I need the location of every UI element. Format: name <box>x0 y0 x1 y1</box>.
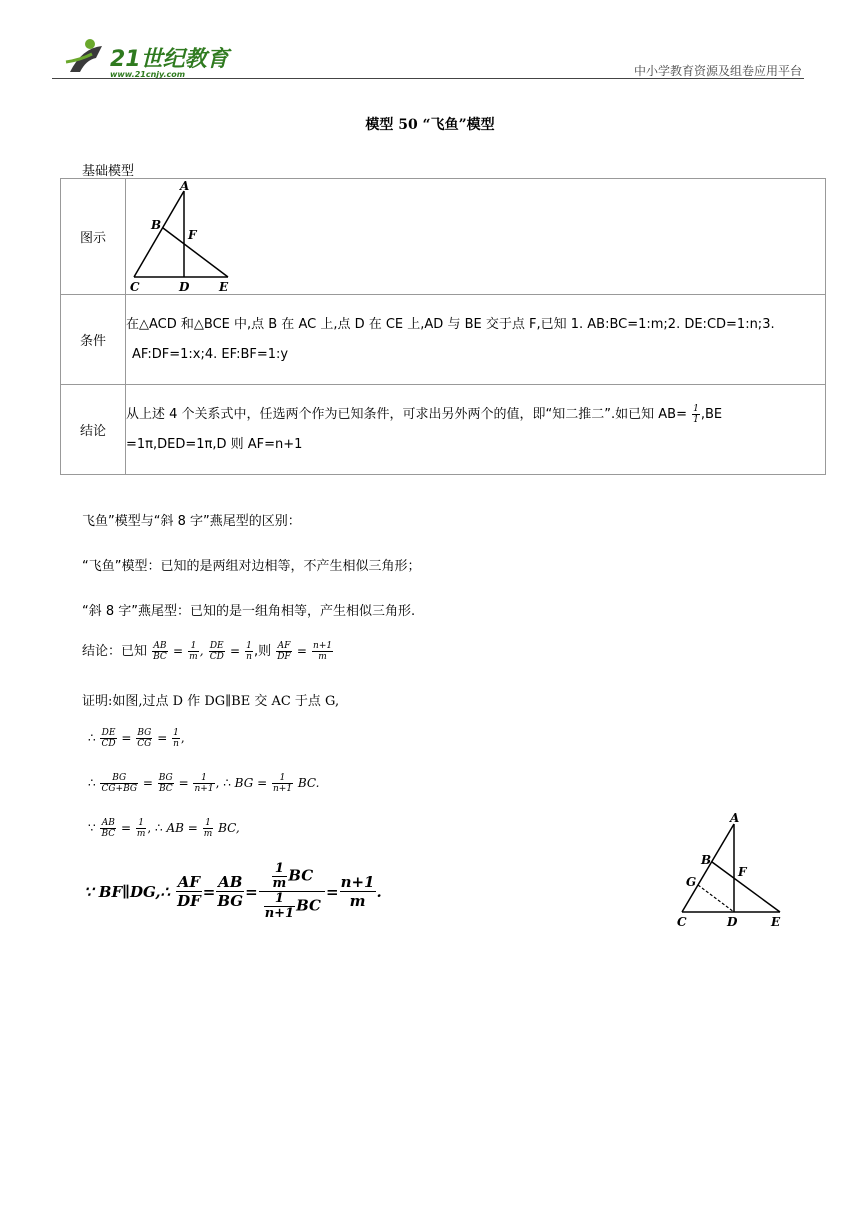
para-difference: 飞鱼”模型与“斜 8 字”燕尾型的区别： <box>82 514 301 529</box>
num: AB <box>153 641 167 651</box>
label-F: F <box>738 865 747 879</box>
den: n+1 <box>264 906 295 921</box>
num: AF <box>277 641 291 651</box>
den: m <box>272 876 287 891</box>
den: DF <box>177 892 201 910</box>
label-D: D <box>179 279 190 293</box>
num: 1 <box>136 818 147 829</box>
frac-1-n1 <box>193 773 214 794</box>
den: m <box>189 652 198 662</box>
page-title: 模型 50 “飞鱼”模型 <box>365 117 495 133</box>
frac-1-m <box>203 818 214 839</box>
para-proof: 证明:如图,过点 D 作 DG∥BE 交 AC 于点 G, <box>82 694 340 709</box>
model-table <box>60 178 826 475</box>
conditions-line-2: AF:DF=1:x;4. EF:BF=1:y <box>132 346 289 362</box>
logo-url-text: www.21cnjy.com <box>110 70 186 79</box>
compound-den <box>259 892 325 921</box>
eq-sign: = <box>296 644 307 658</box>
den: BC <box>158 784 173 794</box>
label-D: D <box>727 915 738 929</box>
conclusion-fraction <box>692 404 700 425</box>
label-A: A <box>180 180 190 193</box>
den: n+1 <box>194 784 214 794</box>
eq-sign: = <box>229 644 240 658</box>
num: DE <box>209 641 224 651</box>
frac-bg-cg <box>136 728 152 749</box>
section-subtitle: 基础模型 <box>82 164 135 179</box>
frac-ab-bc <box>152 641 168 662</box>
eq-sign: = <box>142 776 153 790</box>
frac-1-n <box>172 728 180 749</box>
conditions-cell <box>126 295 826 385</box>
row-label-conclusion: 结论 <box>61 385 126 475</box>
label-A: A <box>730 811 740 825</box>
therefore-sym: ∴ <box>88 776 96 790</box>
conclusion-line-2: =1π,DED=1π,D 则 AF=n+1 <box>126 436 303 452</box>
den: BC <box>101 829 116 839</box>
num: AF <box>177 873 201 891</box>
num: 1 <box>173 728 179 738</box>
eq-sign: = <box>202 882 216 901</box>
proof-line-3 <box>88 818 240 839</box>
label-E: E <box>219 279 229 293</box>
table-row-conditions <box>61 295 826 385</box>
therefore-sym: , ∴ <box>215 776 231 790</box>
para-slant-8: “斜 8 字”燕尾型：已知的是一组角相等，产生相似三角形. <box>82 604 416 619</box>
comma: , <box>180 731 185 745</box>
eq-sign: = <box>178 776 189 790</box>
den: CG+BG <box>101 784 138 794</box>
eq-sign: = <box>157 731 168 745</box>
label-C: C <box>677 915 687 929</box>
eq-sign: = <box>172 644 184 658</box>
proof-line-4: ∵ BF∥DG,∴ $\frac{AF}{DF}$ = $\frac{AB}{BG}$ = $\frac{1}{m}$ BC $\frac{1}{n+1}$ BC = $\frac{n+1}{m}$ . <box>84 861 382 921</box>
num: DE <box>101 728 116 738</box>
bc-text: BC. <box>297 776 320 790</box>
num: 1 <box>246 641 252 651</box>
label-C: C <box>130 279 140 293</box>
num: AB <box>218 873 243 891</box>
bc-text: BC, <box>218 821 240 835</box>
proof-line-2 <box>88 773 320 794</box>
den: n <box>173 739 179 749</box>
den: CD <box>209 652 224 662</box>
because-bf-dg: ∵ BF∥DG,∴ <box>84 882 171 901</box>
frac-af-df <box>276 641 291 662</box>
label-B: B <box>701 853 712 867</box>
header-divider <box>52 78 804 79</box>
label-E: E <box>771 915 781 929</box>
den: n+1 <box>272 784 293 794</box>
conclusion-text-b: ,BE <box>700 406 723 422</box>
den: BC <box>153 652 167 662</box>
den: CD <box>101 739 116 749</box>
eq-sign: = <box>120 821 132 835</box>
table-row-conclusion <box>61 385 826 475</box>
frac-1-m <box>188 641 199 662</box>
comma: , <box>199 644 204 658</box>
frac-den: 1 <box>693 414 699 425</box>
frac-af-df-big <box>176 873 202 910</box>
frac-num: 1 <box>693 403 699 414</box>
num: 1 <box>203 818 214 829</box>
then-text: ,则 <box>253 644 272 659</box>
conclusion-cell <box>126 385 826 475</box>
num: AB <box>101 818 115 828</box>
eq-sign: = <box>121 731 132 745</box>
num: n+1 <box>340 873 375 891</box>
label-G: G <box>686 875 697 889</box>
ab-eq: AB = <box>166 821 198 835</box>
bc-text: BC <box>288 866 314 885</box>
den: CG <box>137 739 152 749</box>
proof-diagram <box>668 808 792 932</box>
bc-text: BC <box>296 896 321 915</box>
frac-bg-cgbg <box>100 773 138 794</box>
inner-frac-1-n1 <box>264 892 295 921</box>
eq-sign: = <box>326 882 339 901</box>
eq-sign: = <box>245 882 258 901</box>
frac-1-n1 <box>272 773 293 794</box>
label-B: B <box>151 217 162 232</box>
proof-line-1 <box>88 728 185 749</box>
therefore-sym: ∴ <box>88 731 96 745</box>
logo-main-text: 21世纪教育 <box>110 47 229 72</box>
therefore-sym: , ∴ <box>147 821 163 835</box>
bg-eq: BG = <box>234 776 268 790</box>
num: BG <box>100 773 138 784</box>
num: 1 <box>272 773 293 784</box>
compound-num <box>259 862 325 892</box>
frac-ab-bc <box>100 818 116 839</box>
den: DF <box>277 652 291 662</box>
frac-1-n <box>245 641 253 662</box>
conclusion-text-a: 从上述 4 个关系式中，任选两个作为已知条件，可求出另外两个的值，即“知二推二”.如已知 AB= <box>126 406 687 422</box>
conclusion-line-1 <box>126 400 825 430</box>
num: 1 <box>264 892 295 907</box>
den: m <box>203 829 213 839</box>
num: 1 <box>193 773 214 784</box>
frac-compound-big <box>259 862 325 921</box>
inner-frac-1-m <box>272 862 288 891</box>
triangle-diagram <box>126 181 246 293</box>
site-logo <box>62 38 232 80</box>
frac-1-m <box>136 818 147 839</box>
because-sym: ∵ <box>88 821 96 835</box>
table-row-diagram <box>61 179 826 295</box>
den: m <box>318 652 327 662</box>
frac-n1-m-big <box>340 873 376 910</box>
den: n <box>246 652 252 662</box>
frac-n1-m <box>312 641 333 662</box>
num: BG <box>137 728 152 738</box>
diagram-cell <box>126 179 826 295</box>
frac-ab-bg-big <box>216 873 244 910</box>
frac-de-cd <box>100 728 116 749</box>
num: n+1 <box>313 641 333 651</box>
num: BG <box>158 773 173 783</box>
para-conclusion <box>82 640 334 662</box>
label-F: F <box>188 227 197 242</box>
den: BG <box>217 892 244 910</box>
num: 1 <box>188 641 199 652</box>
conclusion-prefix: 结论：已知 <box>82 644 148 659</box>
header-right-text: 中小学教育资源及组卷应用平台 <box>633 64 802 78</box>
frac-de-cd <box>209 641 225 662</box>
den: m <box>136 829 146 839</box>
num: 1 <box>272 862 288 877</box>
frac-bg-bc <box>158 773 174 794</box>
conditions-line-1: 在△ACD 和△BCE 中,点 B 在 AC 上,点 D 在 CE 上,AD 与 BE 交于点 F,已知 1. AB:BC=1:m;2. DE:CD=1:n;3. <box>126 316 775 332</box>
den: m <box>349 892 366 910</box>
row-label-diagram: 图示 <box>61 179 126 295</box>
para-flying-fish: “飞鱼”模型：已知的是两组对边相等，不产生相似三角形； <box>82 559 421 574</box>
row-label-conditions: 条件 <box>61 295 126 385</box>
